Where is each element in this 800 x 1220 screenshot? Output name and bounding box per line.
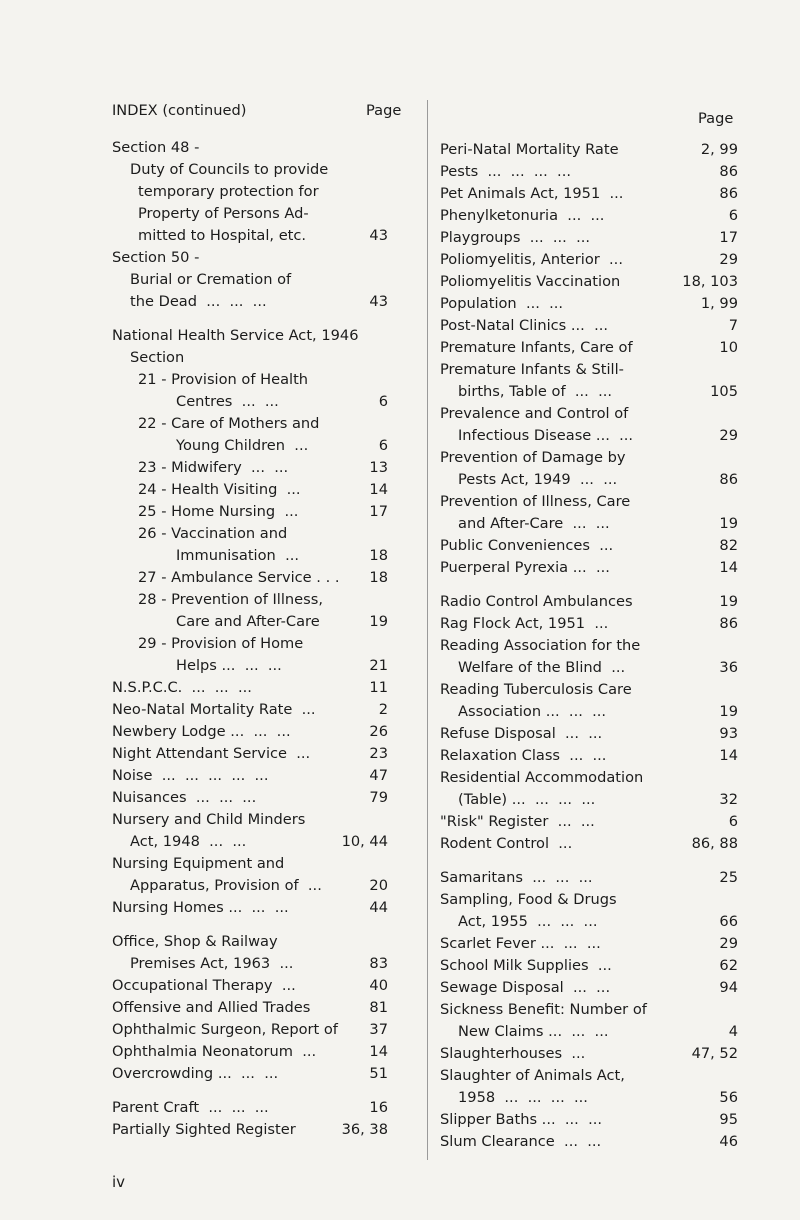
left-index-entry-text: Neo-Natal Mortality Rate ... (112, 701, 316, 718)
right-index-entry-page: 93 (719, 725, 738, 742)
left-index-entry-page: 6 (378, 437, 388, 454)
left-index-entry-text: Act, 1948 ... ... (130, 833, 247, 850)
left-index-entry-page: 26 (369, 723, 388, 740)
right-index-entry-text: Peri-Natal Mortality Rate (440, 141, 619, 158)
left-index-entry-page: 18 (369, 569, 388, 586)
right-index-entry-text: Sewage Disposal ... ... (440, 979, 611, 996)
right-index-entry-page: 1, 99 (700, 295, 738, 312)
right-index-entry-text: Poliomyelitis Vaccination (440, 273, 621, 290)
left-index-entry-page: 13 (369, 459, 388, 476)
right-index-entry-text: Relaxation Class ... ... (440, 747, 607, 764)
left-index-entry-page: 16 (369, 1099, 388, 1116)
left-index-entry-page: 14 (369, 1043, 388, 1060)
right-index-entry-page: 66 (719, 913, 738, 930)
left-index-entry-text: 24 - Health Visiting ... (138, 481, 301, 498)
left-index-entry-text: Nursery and Child Minders (112, 811, 306, 828)
right-index-entry-page: 46 (719, 1133, 738, 1150)
right-index-entry-page: 4 (728, 1023, 738, 1040)
left-index-entry-page: 6 (378, 393, 388, 410)
left-index-entry-text: Newbery Lodge ... ... ... (112, 723, 291, 740)
right-index-entry-page: 18, 103 (682, 273, 738, 290)
right-index-entry-text: Slaughterhouses ... (440, 1045, 586, 1062)
left-index-entry-text: National Health Service Act, 1946 (112, 327, 359, 344)
left-index-entry-text: the Dead ... ... ... (130, 293, 267, 310)
right-index-entry-text: Pests Act, 1949 ... ... (458, 471, 618, 488)
right-index-entry-text: Refuse Disposal ... ... (440, 725, 603, 742)
left-index-entry-text: Burial or Cremation of (130, 271, 292, 288)
right-index-entry-text: births, Table of ... ... (458, 383, 613, 400)
right-index-entry-page: 2, 99 (700, 141, 738, 158)
right-index-entry-text: Premature Infants, Care of (440, 339, 633, 356)
right-index-entry-page: 62 (719, 957, 738, 974)
right-index-entry-text: Infectious Disease ... ... (458, 427, 634, 444)
left-index-entry-page: 19 (369, 613, 388, 630)
right-index-entry-text: Slipper Baths ... ... ... (440, 1111, 602, 1128)
left-index-entry-text: Nuisances ... ... ... (112, 789, 257, 806)
right-index-entry-page: 95 (719, 1111, 738, 1128)
right-index-entry-text: Association ... ... ... (458, 703, 607, 720)
left-index-entry-text: Apparatus, Provision of ... (130, 877, 322, 894)
page-number: iv (112, 1173, 126, 1191)
right-index-entry-text: "Risk" Register ... ... (440, 813, 595, 830)
right-index-entry-text: Post-Natal Clinics ... ... (440, 317, 608, 334)
left-index-entry-text: Young Children ... (176, 437, 309, 454)
right-index-entry-text: Sickness Benefit: Number of (440, 1001, 647, 1018)
left-index-entry-page: 2 (378, 701, 388, 718)
right-index-entry-page: 14 (719, 559, 738, 576)
right-index-entry-page: 10 (719, 339, 738, 356)
right-index-entry-page: 29 (719, 935, 738, 952)
left-index-entry-text: Office, Shop & Railway (112, 933, 278, 950)
left-index-entry-text: Occupational Therapy ... (112, 977, 296, 994)
left-index-entry-text: Nursing Homes ... ... ... (112, 899, 289, 916)
right-index-entry-text: Slum Clearance ... ... (440, 1133, 602, 1150)
left-index-entry-text: 27 - Ambulance Service . . . (138, 569, 340, 586)
right-index-entry-page: 19 (719, 703, 738, 720)
left-index-entry-text: Parent Craft ... ... ... (112, 1099, 269, 1116)
right-index-entry-text: Rag Flock Act, 1951 ... (440, 615, 609, 632)
left-index-entry-page: 21 (369, 657, 388, 674)
left-index-entry-page: 17 (369, 503, 388, 520)
right-index-entry-text: Scarlet Fever ... ... ... (440, 935, 601, 952)
left-index-entry-text: 22 - Care of Mothers and (138, 415, 320, 432)
left-index-entry-text: Centres ... ... (176, 393, 279, 410)
left-index-entry-page: 11 (369, 679, 388, 696)
right-index-entry-text: Phenylketonuria ... ... (440, 207, 605, 224)
right-index-entry-page: 82 (719, 537, 738, 554)
right-index-entry-page: 29 (719, 427, 738, 444)
right-index-entry-page: 86 (719, 163, 738, 180)
right-index-entry-page: 19 (719, 515, 738, 532)
right-index-entry-text: Premature Infants & Still- (440, 361, 624, 378)
right-index-entry-text: Radio Control Ambulances (440, 593, 633, 610)
left-index-entry-page: 10, 44 (341, 833, 388, 850)
left-index-entry-page: 40 (369, 977, 388, 994)
left-index-entry-text: 29 - Provision of Home (138, 635, 304, 652)
left-index-entry-page: 79 (369, 789, 388, 806)
left-index-entry-page: 83 (369, 955, 388, 972)
left-index-entry-text: Immunisation ... (176, 547, 299, 564)
index-header: INDEX (continued) (112, 102, 247, 119)
right-index-entry-page: 25 (719, 869, 738, 886)
right-index-entry-page: 36 (719, 659, 738, 676)
right-index-entry-page: 105 (710, 383, 738, 400)
left-index-entry-text: 25 - Home Nursing ... (138, 503, 299, 520)
right-index-entry-text: School Milk Supplies ... (440, 957, 612, 974)
right-index-entry-text: Pet Animals Act, 1951 ... (440, 185, 624, 202)
left-index-entry-text: Property of Persons Ad- (138, 205, 309, 222)
right-index-entry-text: Prevention of Damage by (440, 449, 626, 466)
right-index-entry-text: Puerperal Pyrexia ... ... (440, 559, 610, 576)
right-index-entry-text: Public Conveniences ... (440, 537, 614, 554)
right-index-entry-text: New Claims ... ... ... (458, 1023, 609, 1040)
right-index-entry-page: 14 (719, 747, 738, 764)
right-index-entry-text: Population ... ... (440, 295, 564, 312)
left-index-entry-text: 21 - Provision of Health (138, 371, 309, 388)
right-index-entry-page: 7 (728, 317, 738, 334)
left-index-entry-text: Section 48 - (112, 139, 200, 156)
right-index-entry-page: 86, 88 (691, 835, 738, 852)
right-index-entry-text: Poliomyelitis, Anterior ... (440, 251, 623, 268)
right-index-entry-text: Reading Association for the (440, 637, 641, 654)
left-index-entry-page: 44 (369, 899, 388, 916)
right-index-entry-page: 6 (728, 207, 738, 224)
left-index-entry-text: Nursing Equipment and (112, 855, 285, 872)
right-index-entry-page: 19 (719, 593, 738, 610)
left-index-entry-page: 43 (369, 293, 388, 310)
right-index-entry-text: (Table) ... ... ... ... (458, 791, 596, 808)
left-index-entry-text: mitted to Hospital, etc. (138, 227, 307, 244)
left-index-entry-page: 81 (369, 999, 388, 1016)
right-index-entry-text: Prevalence and Control of (440, 405, 629, 422)
left-index-entry-text: N.S.P.C.C. ... ... ... (112, 679, 252, 696)
left-index-entry-text: temporary protection for (138, 183, 319, 200)
right-index-entry-text: and After-Care ... ... (458, 515, 610, 532)
left-index-entry-text: Overcrowding ... ... ... (112, 1065, 279, 1082)
left-index-entry-text: Helps ... ... ... (176, 657, 282, 674)
left-index-entry-text: Duty of Councils to provide (130, 161, 329, 178)
left-index-entry-text: 23 - Midwifery ... ... (138, 459, 289, 476)
right-index-entry-text: Samaritans ... ... ... (440, 869, 593, 886)
right-index-entry-text: Act, 1955 ... ... ... (458, 913, 598, 930)
left-index-entry-text: Care and After-Care (176, 613, 320, 630)
right-page-header: Page (698, 110, 734, 127)
left-index-entry-page: 23 (369, 745, 388, 762)
right-index-entry-text: Residential Accommodation (440, 769, 644, 786)
left-index-entry-text: Noise ... ... ... ... ... (112, 767, 269, 784)
right-index-entry-text: Slaughter of Animals Act, (440, 1067, 625, 1084)
left-page-header: Page (366, 102, 402, 119)
left-index-entry-text: Offensive and Allied Trades (112, 999, 311, 1016)
right-index-entry-page: 94 (719, 979, 738, 996)
left-index-entry-text: Ophthalmic Surgeon, Report of (112, 1021, 338, 1038)
right-index-entry-page: 86 (719, 471, 738, 488)
right-index-entry-text: 1958 ... ... ... ... (458, 1089, 588, 1106)
right-index-entry-text: Prevention of Illness, Care (440, 493, 631, 510)
right-index-entry-page: 47, 52 (691, 1045, 738, 1062)
left-index-entry-text: 26 - Vaccination and (138, 525, 288, 542)
column-divider (427, 100, 428, 1160)
left-index-entry-text: 28 - Prevention of Illness, (138, 591, 323, 608)
left-index-entry-text: Section 50 - (112, 249, 200, 266)
right-index-entry-page: 29 (719, 251, 738, 268)
left-index-entry-page: 18 (369, 547, 388, 564)
left-index-entry-page: 36, 38 (341, 1121, 388, 1138)
left-index-entry-text: Section (130, 349, 185, 366)
right-index-entry-page: 56 (719, 1089, 738, 1106)
right-index-entry-text: Reading Tuberculosis Care (440, 681, 632, 698)
right-index-entry-page: 86 (719, 185, 738, 202)
right-index-entry-text: Welfare of the Blind ... (458, 659, 626, 676)
left-index-entry-page: 20 (369, 877, 388, 894)
left-index-entry-page: 37 (369, 1021, 388, 1038)
left-index-entry-page: 14 (369, 481, 388, 498)
right-index-entry-text: Sampling, Food & Drugs (440, 891, 617, 908)
right-index-entry-page: 32 (719, 791, 738, 808)
left-index-entry-text: Night Attendant Service ... (112, 745, 311, 762)
left-index-entry-page: 47 (369, 767, 388, 784)
right-index-entry-page: 6 (728, 813, 738, 830)
right-index-entry-page: 17 (719, 229, 738, 246)
right-index-entry-text: Playgroups ... ... ... (440, 229, 591, 246)
left-index-entry-text: Ophthalmia Neonatorum ... (112, 1043, 317, 1060)
right-index-entry-page: 86 (719, 615, 738, 632)
left-index-entry-page: 51 (369, 1065, 388, 1082)
left-index-entry-page: 43 (369, 227, 388, 244)
left-index-entry-text: Premises Act, 1963 ... (130, 955, 294, 972)
right-index-entry-text: Pests ... ... ... ... (440, 163, 571, 180)
right-index-entry-text: Rodent Control ... (440, 835, 573, 852)
left-index-entry-text: Partially Sighted Register (112, 1121, 296, 1138)
